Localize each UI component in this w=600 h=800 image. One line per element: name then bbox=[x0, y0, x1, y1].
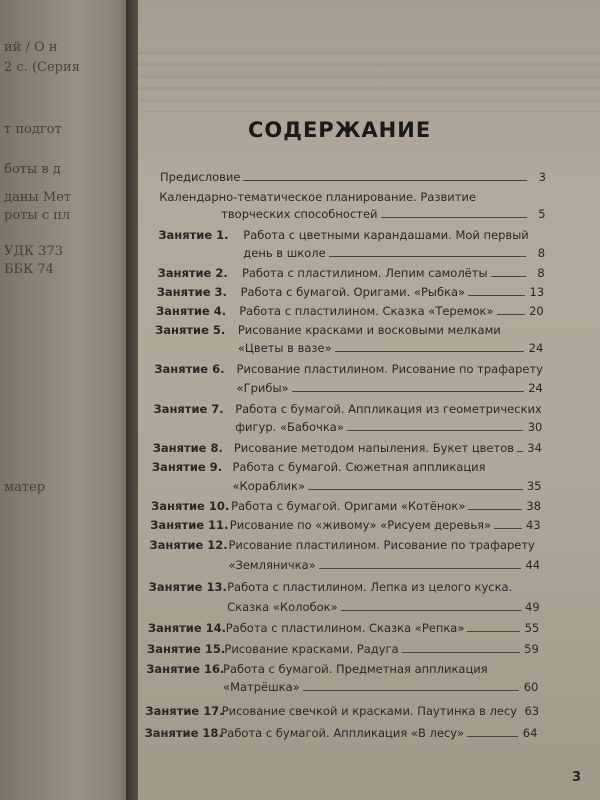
toc-entry bbox=[146, 662, 538, 676]
toc-entry bbox=[150, 518, 540, 532]
toc-entry-label: Занятие 15. bbox=[147, 642, 226, 656]
left-page-text: ББК 74 bbox=[4, 262, 54, 277]
toc-entry-title: Работа с пластилином. Сказка «Теремок» bbox=[239, 304, 494, 318]
toc-entry-page: 64 bbox=[522, 726, 538, 740]
toc-page bbox=[138, 0, 600, 800]
leader-dots bbox=[319, 568, 521, 569]
toc-entry-label: Занятие 8. bbox=[152, 441, 223, 455]
toc-entry bbox=[154, 362, 543, 376]
leader-dots bbox=[468, 509, 522, 510]
toc-entry-title-cont: «Грибы» bbox=[236, 381, 289, 395]
leader-dots bbox=[243, 180, 527, 181]
leader-dots bbox=[402, 652, 520, 653]
toc-entry-label: Занятие 17. bbox=[145, 704, 224, 718]
toc-entry-page: 38 bbox=[526, 499, 542, 513]
toc-entry-page: 49 bbox=[525, 600, 540, 614]
toc-entry bbox=[149, 538, 540, 552]
toc-entry-title-cont: «Матрёшка» bbox=[223, 680, 300, 694]
left-page-text: боты в д bbox=[4, 162, 61, 177]
toc-entry-page: 24 bbox=[528, 341, 544, 355]
toc-entry-continuation bbox=[237, 381, 543, 395]
toc-entry-label: Занятие 3. bbox=[156, 285, 227, 299]
toc-entry bbox=[149, 580, 540, 594]
toc-entry-title-cont: Сказка «Колобок» bbox=[227, 600, 338, 614]
left-page bbox=[0, 0, 140, 800]
toc-entry-page: 8 bbox=[537, 246, 546, 260]
toc-entry-continuation bbox=[221, 207, 545, 221]
toc-entry-page: 24 bbox=[528, 381, 543, 395]
toc-entry-title: Работа с бумагой. Аппликация «В лесу» bbox=[220, 726, 465, 740]
toc-entry-label: Занятие 10. bbox=[151, 499, 230, 513]
toc-entry-continuation bbox=[238, 341, 543, 355]
toc-entry-page: 8 bbox=[537, 266, 545, 280]
table-of-contents bbox=[138, 0, 600, 800]
toc-entry bbox=[145, 726, 538, 740]
toc-entry-page: 5 bbox=[538, 207, 546, 221]
toc-entry-continuation bbox=[235, 420, 542, 434]
toc-entry bbox=[145, 704, 540, 718]
toc-entry-title: Работа с пластилином. Сказка «Репка» bbox=[225, 621, 465, 635]
leader-dots bbox=[467, 631, 520, 632]
toc-entry-title: Календарно-тематическое планирование. Развитие bbox=[159, 190, 476, 204]
left-page-text: 2 с. (Серия bbox=[4, 60, 80, 75]
leader-dots bbox=[303, 690, 520, 691]
toc-entry-title: Работа с бумагой. Оригами. «Рыбка» bbox=[240, 285, 466, 299]
toc-entry-label: Занятие 14. bbox=[147, 621, 227, 635]
toc-entry-title: Работа с бумагой. Предметная аппликация bbox=[223, 662, 488, 676]
toc-entry-label: Занятие 12. bbox=[149, 538, 228, 552]
toc-entry bbox=[156, 304, 544, 318]
toc-entry-title-cont: день в школе bbox=[243, 246, 326, 260]
toc-entry bbox=[152, 460, 542, 474]
toc-entry bbox=[157, 285, 544, 299]
leader-dots bbox=[468, 295, 525, 296]
toc-entry-title: Рисование красками и восковыми мелками bbox=[237, 323, 501, 337]
toc-entry-label: Занятие 1. bbox=[158, 228, 229, 242]
toc-entry-label: Занятие 4. bbox=[155, 304, 227, 318]
toc-entry-page: 59 bbox=[524, 642, 539, 656]
left-page-text: матер bbox=[4, 480, 46, 495]
toc-entry bbox=[153, 441, 542, 455]
toc-entry bbox=[147, 642, 539, 656]
leader-dots bbox=[517, 451, 523, 452]
toc-entry-label: Занятие 18. bbox=[144, 726, 223, 740]
toc-entry-title: Работа с пластилином. Лепим самолёты bbox=[241, 266, 488, 280]
toc-entry-label: Занятие 13. bbox=[148, 580, 227, 594]
page-title: СОДЕРЖАНИЕ bbox=[248, 118, 432, 142]
toc-entry-continuation bbox=[243, 246, 545, 260]
toc-entry-title-cont: творческих способностей bbox=[221, 207, 378, 221]
toc-entry-continuation bbox=[228, 558, 540, 572]
toc-entry-page: 55 bbox=[524, 621, 540, 635]
toc-entry bbox=[148, 621, 539, 635]
toc-entry-title: Рисование свечкой и красками. Паутинка в лесу bbox=[221, 704, 518, 718]
toc-entry-title-cont: «Цветы в вазе» bbox=[237, 341, 332, 355]
toc-entry-page: 34 bbox=[527, 441, 542, 455]
toc-entry-page: 44 bbox=[525, 558, 541, 572]
leader-dots bbox=[497, 314, 525, 315]
toc-entry-title-cont: «Кораблик» bbox=[232, 479, 305, 493]
toc-entry-title: Рисование методом напыления. Букет цветов bbox=[233, 441, 515, 455]
leader-dots bbox=[381, 217, 527, 218]
toc-entry bbox=[154, 402, 543, 416]
toc-entry-title: Рисование пластилином. Рисование по трафарету bbox=[228, 538, 535, 552]
toc-entry-page: 20 bbox=[529, 304, 544, 318]
toc-entry-page: 35 bbox=[526, 479, 542, 493]
toc-entry bbox=[159, 190, 545, 204]
toc-entry-label: Занятие 11. bbox=[150, 518, 229, 532]
toc-entry-title: Работа с бумагой. Оригами «Котёнок» bbox=[231, 499, 466, 513]
toc-entry-title-cont: «Земляничка» bbox=[228, 558, 316, 572]
leader-dots bbox=[308, 489, 523, 490]
toc-entry-label: Занятие 6. bbox=[154, 362, 225, 376]
toc-entry-continuation bbox=[223, 680, 538, 694]
leader-dots bbox=[329, 256, 526, 257]
toc-entry bbox=[151, 499, 541, 513]
toc-entry-page: 13 bbox=[529, 285, 545, 299]
toc-entry-page: 30 bbox=[527, 420, 543, 434]
toc-entry-title: Работа с бумагой. Аппликация из геометрических bbox=[235, 402, 542, 416]
toc-entry bbox=[160, 170, 546, 184]
leader-dots bbox=[467, 736, 518, 737]
toc-entry-title-cont: фигур. «Бабочка» bbox=[235, 420, 344, 434]
leader-dots bbox=[494, 528, 522, 529]
toc-entry-page: 43 bbox=[525, 518, 541, 532]
toc-entry-title: Работа с бумагой. Сюжетная аппликация bbox=[232, 460, 486, 474]
leader-dots bbox=[292, 391, 524, 392]
toc-entry-title: Работа с пластилином. Лепка из целого куска. bbox=[227, 580, 513, 594]
leader-dots bbox=[347, 430, 523, 431]
left-page-text: роты с пл bbox=[4, 208, 71, 223]
toc-entry-title: Рисование по «живому» «Рисуем деревья» bbox=[229, 518, 492, 532]
toc-entry-label: Занятие 5. bbox=[155, 323, 226, 337]
leader-dots bbox=[491, 276, 526, 277]
toc-entry-title: Предисловие bbox=[160, 170, 241, 184]
toc-entry-title: Рисование красками. Радуга bbox=[224, 642, 399, 656]
toc-entry-label: Занятие 16. bbox=[146, 662, 225, 676]
toc-entry-page: 60 bbox=[523, 680, 539, 694]
toc-entry bbox=[158, 228, 545, 242]
toc-entry-continuation bbox=[227, 600, 540, 614]
left-page-text: ий / О н bbox=[4, 40, 58, 55]
left-page-text: УДК 373 bbox=[4, 244, 63, 259]
page-number: 3 bbox=[572, 770, 582, 785]
toc-entry-page: 3 bbox=[538, 170, 546, 184]
left-page-text: даны Мет bbox=[4, 190, 72, 205]
toc-entry-label: Занятие 2. bbox=[157, 266, 228, 280]
toc-entry-title: Работа с цветными карандашами. Мой первый bbox=[243, 228, 529, 242]
toc-entry-page: 63 bbox=[524, 704, 540, 718]
toc-entry-title: Рисование пластилином. Рисование по трафарету bbox=[236, 362, 543, 376]
toc-entry bbox=[158, 266, 545, 280]
toc-entry bbox=[155, 323, 543, 337]
toc-entry-label: Занятие 7. bbox=[153, 402, 224, 416]
left-page-text: т подгот bbox=[4, 122, 62, 137]
leader-dots bbox=[341, 610, 521, 611]
leader-dots bbox=[335, 351, 525, 352]
toc-entry-continuation bbox=[233, 479, 542, 493]
toc-entry-label: Занятие 9. bbox=[151, 460, 223, 474]
